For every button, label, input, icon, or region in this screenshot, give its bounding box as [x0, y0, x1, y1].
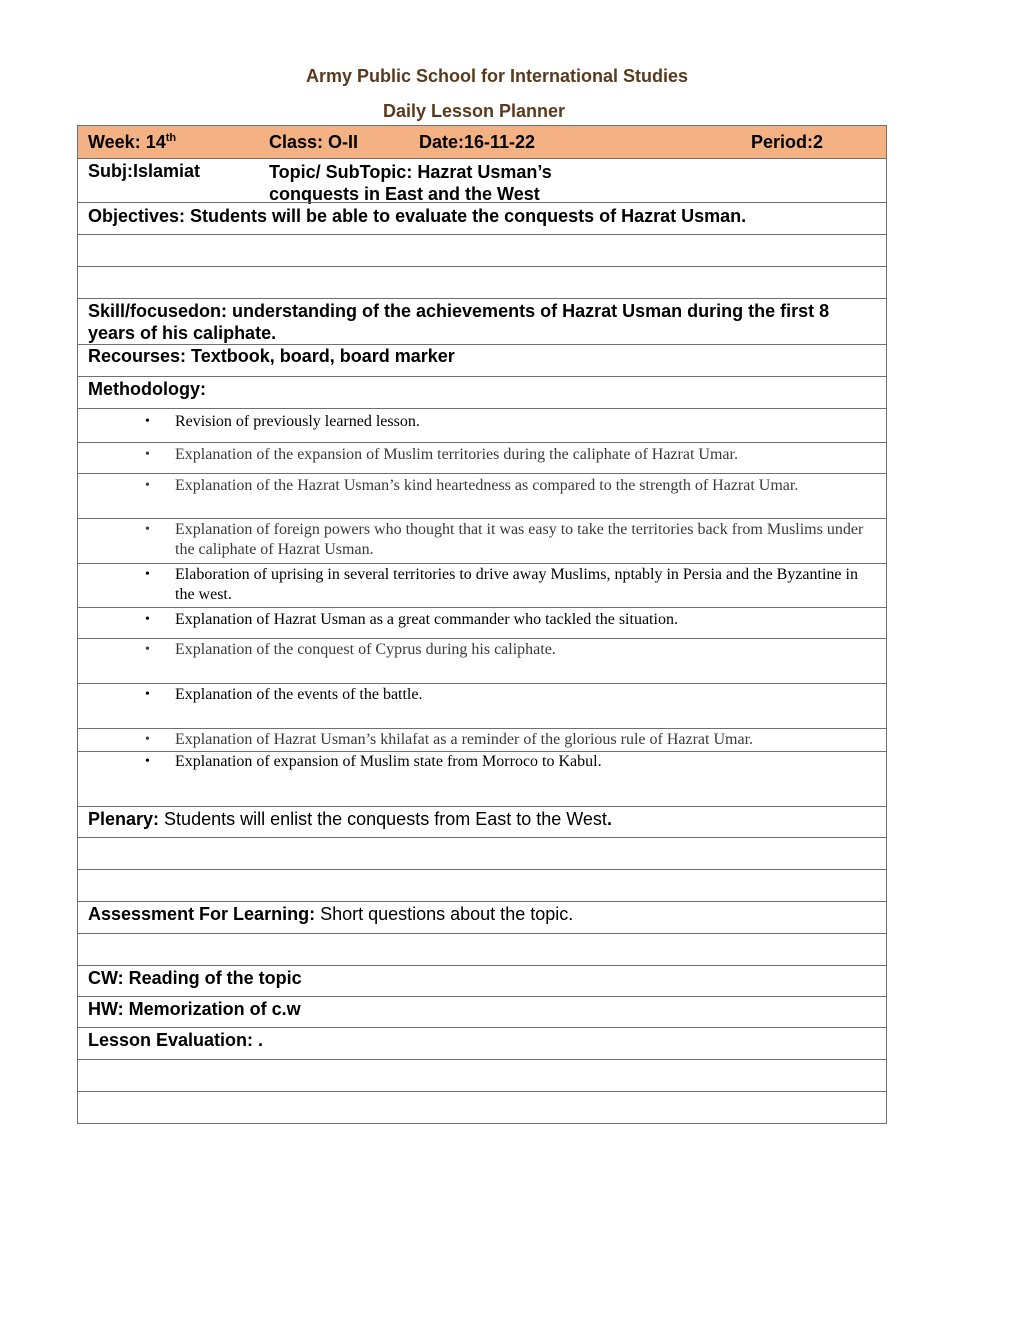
list-item: • Explanation of Hazrat Usman as a great commander who tackled the situation.: [78, 607, 886, 638]
period-cell: Period:2: [751, 132, 824, 152]
cw-row: [78, 965, 886, 996]
school-name: Army Public School for International Studies: [305, 66, 689, 86]
topic-cell: [269, 161, 629, 205]
plenary-row: [78, 806, 886, 837]
blank-row: [78, 1059, 886, 1091]
skill-row: [78, 298, 886, 344]
plenary-label: Plenary:: [88, 809, 160, 829]
objectives-text: Objectives: Students will be able to evaluate the conquests of Hazrat Usman.: [88, 206, 747, 226]
evaluation-row: [78, 1027, 886, 1059]
resources-row: [78, 344, 886, 376]
planner-title: Daily Lesson Planner: [382, 101, 566, 121]
list-item: • Explanation of the events of the battle.: [78, 683, 886, 728]
list-item: • Explanation of the expansion of Muslim territories during the caliphate of Hazrat Umar.: [78, 442, 886, 473]
lesson-plan-table: [77, 125, 887, 1124]
cw-text: CW: Reading of the topic: [88, 968, 302, 988]
list-item: • Revision of previously learned lesson.: [78, 408, 886, 442]
list-item: • Explanation of expansion of Muslim state from Morroco to Kabul.: [78, 751, 886, 806]
resources-text: Recourses: Textbook, board, board marker: [88, 346, 455, 366]
blank-row: [78, 869, 886, 901]
hw-text: HW: Memorization of c.w: [88, 999, 301, 1019]
list-item: • Explanation of the conquest of Cyprus during his caliphate.: [78, 638, 886, 683]
blank-row: [78, 234, 886, 266]
methodology-row: [78, 376, 886, 408]
plenary-end: .: [606, 809, 612, 829]
week-cell: Week: 14th: [88, 132, 177, 152]
blank-row: [78, 837, 886, 869]
skill-text: Skill/focusedon: understanding of the achievements of Hazrat Usman during the first 8 years of his caliphate.: [88, 301, 830, 343]
date-cell: Date:16-11-22: [419, 132, 536, 152]
blank-row: [78, 1091, 886, 1123]
info-header-row: [78, 126, 886, 158]
blank-row: [78, 266, 886, 298]
list-item: • Explanation of the Hazrat Usman’s kind heartedness as compared to the strength of Hazrat Umar.: [78, 473, 886, 518]
topic-line-1: Topic/ SubTopic: Hazrat Usman’s: [269, 162, 552, 182]
objectives-row: [78, 202, 886, 234]
assessment-row: [78, 901, 886, 933]
subject-cell: Subj:Islamiat: [88, 161, 201, 181]
list-item: • Explanation of foreign powers who thought that it was easy to take the territories back from Muslims under the caliphate of Hazrat Usman.: [78, 518, 886, 563]
hw-row: [78, 996, 886, 1027]
list-item: • Explanation of Hazrat Usman’s khilafat as a reminder of the glorious rule of Hazrat Umar.: [78, 728, 886, 751]
methodology-label: Methodology:: [88, 379, 206, 399]
subject-row: [78, 158, 886, 202]
topic-line-2: conquests in East and the West: [269, 184, 540, 204]
list-item: • Elaboration of uprising in several territories to drive away Muslims, nptably in Persia and the Byzantine in the west.: [78, 563, 886, 607]
plenary-text: Students will enlist the conquests from East to the West: [159, 809, 607, 829]
evaluation-text: Lesson Evaluation: .: [88, 1030, 264, 1050]
assessment-label: Assessment For Learning:: [88, 904, 316, 924]
class-cell: Class: O-II: [269, 132, 359, 152]
assessment-text: Short questions about the topic.: [315, 904, 574, 924]
blank-row: [78, 933, 886, 965]
